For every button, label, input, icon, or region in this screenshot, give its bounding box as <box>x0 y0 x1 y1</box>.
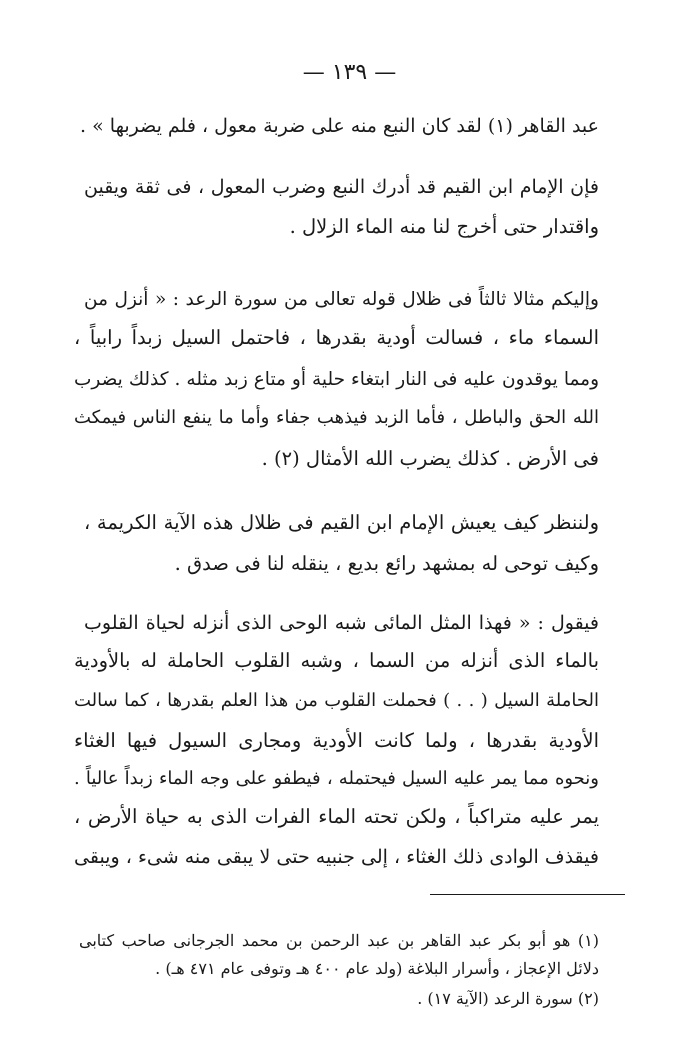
text-line: فيقول : « فهذا المثل المائى شبه الوحى الذى أنزله لحياة القلوب <box>84 612 599 634</box>
text-line: الحاملة السيل ( . . ) فحملت القلوب من هذا العلم بقدرها ، كما سالت <box>74 690 599 711</box>
text-line: وإليكم مثالا ثالثاً فى ظلال قوله تعالى من سورة الرعد : « أنزل من <box>84 289 599 310</box>
text-line: بالماء الذى أنزله من السما ، وشبه القلوب الحاملة له بالأودية <box>74 649 599 672</box>
text-line: الأودية بقدرها ، ولما كانت الأودية ومجارى السيول فيها الغثاء <box>74 729 599 752</box>
text-line: ومما يوقدون عليه فى النار ابتغاء حلية أو متاع زبد مثله . كذلك يضرب <box>74 369 599 390</box>
footnote-divider <box>430 894 625 895</box>
text-line: ونحوه مما يمر عليه السيل فيحتمله ، فيطفو على وجه الماء زبداً عالياً . <box>74 768 599 789</box>
text-line: يمر عليه متراكباً ، ولكن تحته الماء الفرات الذى به حياة الأرض ، <box>74 805 599 828</box>
text-line: وكيف توحى له بمشهد رائع بديع ، ينقله لنا فى صدق . <box>174 552 599 575</box>
footnote-1: (١) هو أبو بكر عبد القاهر بن عبد الرحمن بن محمد الجرجانى صاحب كتابى <box>79 931 599 950</box>
text-line: السماء ماء ، فسالت أودية بقدرها ، فاحتمل السيل زبداً رابياً ، <box>74 326 599 349</box>
text-line: الله الحق والباطل ، فأما الزبد فيذهب جفاء وأما ما ينفع الناس فيمكث <box>74 407 599 428</box>
text-line: ولننظر كيف يعيش الإمام ابن القيم فى ظلال هذه الآية الكريمة ، <box>84 511 599 534</box>
text-line: عبد القاهر (١) لقد كان النبع منه على ضربة معول ، فلم يضربها » . <box>80 115 599 137</box>
page-number: — ١٣٩ — <box>302 60 397 85</box>
footnote-2: (٢) سورة الرعد (الآية ١٧) . <box>417 989 599 1008</box>
text-line: فيقذف الوادى ذلك الغثاء ، إلى جنبيه حتى لا يبقى منه شىء ، ويبقى <box>74 846 599 868</box>
footnote-1-continuation: دلائل الإعجاز ، وأسرار البلاغة (ولد عام ٤٠٠ هـ وتوفى عام ٤٧١ هـ) . <box>155 959 599 978</box>
text-line: فى الأرض . كذلك يضرب الله الأمثال (٢) . <box>261 447 599 470</box>
text-line: واقتدار حتى أخرج لنا منه الماء الزلال . <box>289 215 599 238</box>
text-line: فإن الإمام ابن القيم قد أدرك النبع وضرب المعول ، فى ثقة ويقين <box>84 176 599 198</box>
